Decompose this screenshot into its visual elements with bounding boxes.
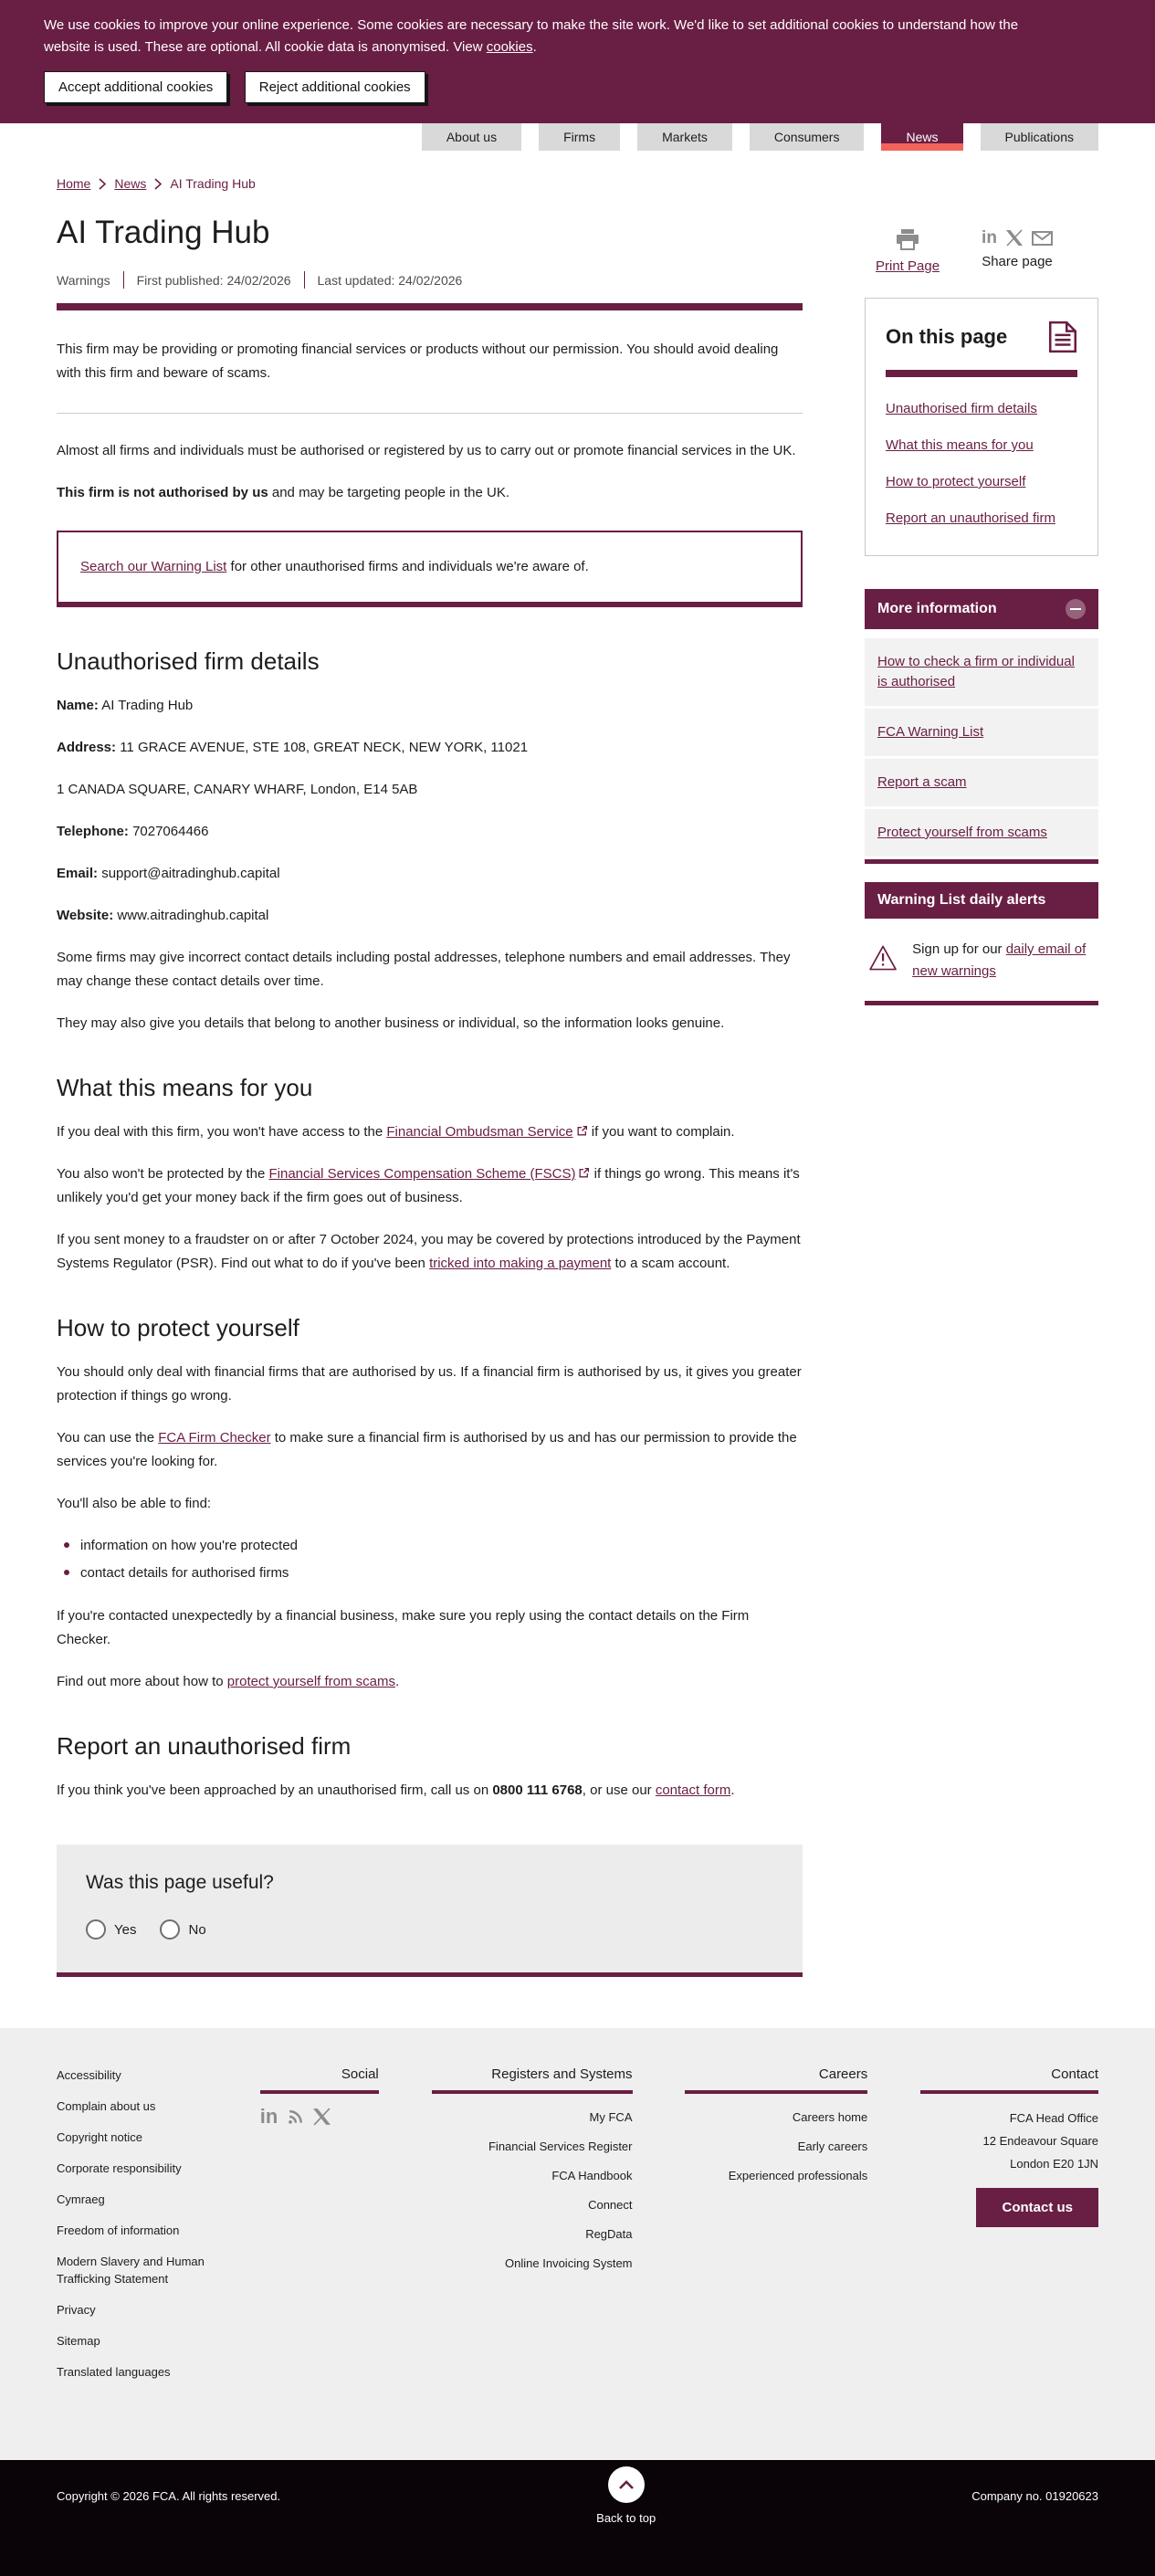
warning-alerts-module (865, 882, 1098, 1005)
footer-registers-column (432, 2066, 633, 2394)
first-published: First published: 24/02/2026 (136, 272, 291, 288)
footer-social-column (260, 2066, 379, 2394)
firm-address-2: 1 CANADA SQUARE, CANARY WHARF, London, E14 5AB (57, 782, 418, 797)
brand-rule (886, 370, 1077, 377)
protect-bullet-list (64, 1534, 803, 1584)
tab-markets[interactable]: Markets (637, 123, 732, 151)
list-item (865, 809, 1098, 857)
x-icon[interactable] (1005, 229, 1024, 247)
footer-early-careers[interactable]: Early careers (797, 2140, 868, 2153)
footer-sitemap[interactable]: Sitemap (57, 2334, 100, 2348)
firm-address-label: Address: (57, 740, 117, 755)
firm-address (57, 736, 803, 760)
contact-form-link[interactable]: contact form (655, 1782, 731, 1798)
footer-cymraeg[interactable]: Cymraeg (57, 2192, 105, 2206)
footer-regdata[interactable]: RegData (585, 2227, 633, 2241)
protect-p2-text: You can use the (57, 1430, 159, 1446)
firm-email-label: Email: (57, 866, 99, 881)
firm-telephone-value: 7027064466 (132, 824, 209, 839)
meta-divider (123, 271, 124, 289)
footer-modern-slavery[interactable]: Modern Slavery and Human Trafficking Statement (57, 2255, 205, 2286)
document-icon (1048, 321, 1077, 353)
page-feedback-box (57, 1845, 803, 1977)
anchor-how-to-protect[interactable]: How to protect yourself (886, 474, 1026, 489)
footer-privacy[interactable]: Privacy (57, 2303, 96, 2317)
view-cookies-link[interactable]: cookies (486, 39, 533, 55)
ombudsman-link[interactable]: Financial Ombudsman Service (386, 1124, 573, 1140)
firm-website-label: Website: (57, 908, 114, 923)
alerts-text-prefix: Sign up for our (912, 941, 1006, 957)
contact-line: FCA Head Office (1009, 2111, 1098, 2125)
protect-yourself-scams-link[interactable]: Protect yourself from scams (877, 825, 1047, 840)
careers-heading: Careers (685, 2066, 867, 2094)
contact-line: 12 Endeavour Square (982, 2134, 1098, 2148)
firm-name-label: Name: (57, 698, 99, 713)
footer-connect[interactable]: Connect (588, 2198, 633, 2212)
alerts-text (912, 939, 1095, 983)
print-block (876, 229, 940, 274)
footer-fs-register[interactable]: Financial Services Register (488, 2140, 633, 2153)
list-item (865, 638, 1098, 706)
not-authorised-paragraph (57, 481, 803, 505)
brand-rule (865, 859, 1098, 864)
search-warning-list-link[interactable]: Search our Warning List (80, 559, 227, 574)
footer-corporate-responsibility[interactable]: Corporate responsibility (57, 2161, 182, 2175)
firm-email-value: support@aitradinghub.capital (101, 866, 280, 881)
cookie-buttons (44, 71, 1111, 103)
footer-freedom-of-information[interactable]: Freedom of information (57, 2224, 180, 2237)
footer-complain[interactable]: Complain about us (57, 2099, 156, 2113)
collapse-icon[interactable] (1066, 599, 1086, 619)
feedback-no-option[interactable] (160, 1919, 205, 1940)
protect-paragraph-5 (57, 1670, 803, 1694)
warning-triangle-icon (868, 939, 898, 977)
means-p3-text: If you sent money to a fraudster on or after 7 October 2024, you may be covered by protections introduced by the Payment Systems Regulator (PSR). Find out what to do if you've been (57, 1232, 801, 1271)
tab-firms[interactable]: Firms (539, 123, 620, 151)
means-p3-rest: to a scam account. (611, 1256, 730, 1271)
means-p1-text: If you deal with this firm, you won't have access to the (57, 1124, 387, 1140)
linkedin-icon[interactable]: in (982, 228, 997, 247)
protect-paragraph-2 (57, 1426, 803, 1474)
email-icon[interactable] (1032, 231, 1053, 246)
social-heading: Social (260, 2066, 379, 2094)
protect-p2-rest: to make sure a financial firm is authorised by us and has our permission to provide the services you're looking for. (57, 1430, 797, 1469)
phone-number: 0800 111 6768 (492, 1782, 583, 1798)
report-paragraph (57, 1779, 803, 1803)
cookie-message-period: . (532, 39, 537, 55)
sidebar (865, 191, 1098, 1005)
meta-divider (304, 271, 305, 289)
firm-address-value: 11 GRACE AVENUE, STE 108, GREAT NECK, NEW YORK, 11021 (120, 740, 529, 755)
no-radio[interactable] (160, 1919, 180, 1940)
x-icon[interactable] (312, 2108, 331, 2126)
bottom-bar (0, 2460, 1155, 2576)
yes-label: Yes (114, 1921, 137, 1938)
footer (0, 2028, 1155, 2460)
on-this-page-title: On this page (886, 325, 1008, 348)
footer-online-invoicing[interactable]: Online Invoicing System (505, 2256, 633, 2270)
bullet-item: contact details for authorised firms (64, 1561, 803, 1584)
breadcrumb-home[interactable]: Home (57, 176, 91, 191)
details-note-2: They may also give you details that belong to another business or individual, so the information looks genuine. (57, 1015, 725, 1031)
feedback-yes-option[interactable] (86, 1919, 136, 1940)
page-meta (57, 271, 803, 289)
means-paragraph-3 (57, 1228, 803, 1276)
protect-paragraph-3: You'll also be able to find: (57, 1496, 212, 1511)
protect-paragraph-4: If you're contacted unexpectedly by a financial business, make sure you reply using the contact details on the Firm Checker. (57, 1608, 750, 1647)
means-p2-text: You also won't be protected by the (57, 1166, 269, 1182)
on-this-page-box (865, 298, 1098, 556)
contact-line: London E20 1JN (1010, 2157, 1098, 2171)
list-item (865, 709, 1098, 756)
share-page-label: Share page (982, 254, 1053, 269)
section-report-firm: Report an unauthorised firm (57, 1732, 352, 1760)
brand-rule (57, 303, 803, 310)
fca-warning-list-link[interactable]: FCA Warning List (877, 724, 984, 740)
details-note-1: Some firms may give incorrect contact details including postal addresses, telephone numbers and email addresses. They may change these contact details over time. (57, 950, 791, 989)
primary-nav (0, 123, 1155, 151)
bullet-item: information on how you're protected (64, 1534, 803, 1557)
company-number: Company no. 01920623 (971, 2489, 1098, 2503)
firm-name-value: AI Trading Hub (101, 698, 194, 713)
breadcrumb-news[interactable]: News (114, 176, 147, 191)
more-information-title: More information (877, 601, 997, 616)
section-unauthorised-firm-details: Unauthorised firm details (57, 647, 320, 675)
footer-contact-column (920, 2066, 1098, 2394)
external-link-icon (578, 1167, 590, 1179)
divider (57, 413, 803, 414)
back-to-top-label: Back to top (596, 2511, 656, 2525)
copyright-text: Copyright © 2026 FCA. All rights reserved. (57, 2489, 281, 2503)
page-title: AI Trading Hub (57, 215, 270, 250)
firm-website (57, 904, 803, 928)
linkedin-icon[interactable]: in (259, 2105, 278, 2128)
not-authorised-bold: This firm is not authorised by us (57, 485, 268, 500)
accept-cookies-button[interactable]: Accept additional cookies (44, 71, 227, 103)
yes-radio[interactable] (86, 1919, 106, 1940)
footer-accessibility[interactable]: Accessibility (57, 2068, 121, 2082)
footer-links-column (57, 2066, 207, 2394)
report-text: If you think you've been approached by an unauthorised firm, call us on (57, 1782, 493, 1798)
back-to-top-button[interactable] (608, 2466, 645, 2503)
rss-icon[interactable] (286, 2108, 304, 2126)
page-actions (865, 229, 1098, 274)
check-firm-authorised-link[interactable]: How to check a firm or individual is authorised (877, 654, 1075, 689)
protect-p5-rest: . (395, 1674, 400, 1689)
fscs-link[interactable]: Financial Services Compensation Scheme (FSCS) (268, 1166, 576, 1182)
feedback-options (86, 1919, 773, 1940)
protect-paragraph-1: You should only deal with financial firms that are authorised by us. If a financial firm is authorised by us, it gives you greater protection if things go wrong. (57, 1364, 802, 1404)
section-what-this-means: What this means for you (57, 1074, 313, 1101)
protect-p5-text: Find out more about how to (57, 1674, 227, 1689)
daily-email-link[interactable]: daily email of new warnings (912, 941, 1087, 979)
footer-careers-home[interactable]: Careers home (792, 2110, 868, 2124)
back-to-top[interactable] (596, 2466, 656, 2576)
share-block (982, 229, 1053, 274)
anchor-what-this-means[interactable]: What this means for you (886, 437, 1034, 453)
report-text-2: , or use our (582, 1782, 656, 1798)
chevron-right-icon (99, 178, 106, 190)
callout-rest: for other unauthorised firms and individuals we're aware of. (226, 559, 589, 574)
means-paragraph-1 (57, 1120, 803, 1144)
main-content (57, 191, 803, 1977)
firm-telephone (57, 820, 803, 844)
warning-list-callout (57, 531, 803, 607)
brand-rule (865, 1001, 1098, 1005)
firm-website-value: www.aitradinghub.capital (117, 908, 269, 923)
contact-heading: Contact (920, 2066, 1098, 2094)
registers-heading: Registers and Systems (432, 2066, 633, 2094)
footer-experienced-professionals[interactable]: Experienced professionals (728, 2169, 868, 2182)
list-item (865, 759, 1098, 806)
section-how-to-protect: How to protect yourself (57, 1314, 299, 1341)
chevron-right-icon (154, 178, 162, 190)
firm-checker-link[interactable]: FCA Firm Checker (158, 1430, 271, 1446)
no-label: No (188, 1921, 206, 1938)
tab-about-us[interactable]: About us (422, 123, 521, 151)
printer-icon[interactable] (896, 229, 919, 251)
cookie-banner (0, 0, 1155, 123)
anchor-unauthorised-firm-details[interactable]: Unauthorised firm details (886, 401, 1037, 416)
intro-paragraph: Almost all firms and individuals must be authorised or registered by us to carry out or promote financial services in the UK. (57, 443, 796, 458)
external-link-icon (576, 1125, 588, 1137)
breadcrumb-current: AI Trading Hub (170, 176, 256, 191)
warning-lead: This firm may be providing or promoting financial services or products without our permission. You should avoid dealing with this firm and beware of scams. (57, 342, 779, 381)
report-a-scam-link[interactable]: Report a scam (877, 774, 967, 790)
print-page-link[interactable]: Print Page (876, 258, 940, 274)
cookie-message-text: We use cookies to improve your online experience. Some cookies are necessary to make the site work. We'd like to set additional cookies to understand how the website is used. These are optional. All cookie data is anonymised. View (44, 17, 1019, 55)
footer-careers-column (685, 2066, 867, 2394)
breadcrumb (57, 176, 1098, 191)
footer-translated-languages[interactable]: Translated languages (57, 2365, 171, 2379)
tricked-into-payment-link[interactable]: tricked into making a payment (429, 1256, 612, 1271)
means-p1-rest: if you want to complain. (587, 1124, 735, 1140)
report-text-3: . (730, 1782, 735, 1798)
warning-alerts-title: Warning List daily alerts (877, 892, 1046, 908)
firm-name (57, 694, 803, 718)
means-p2-rest: if things go wrong. This means it's unlikely you'd get your money back if the firm goes out of business. (57, 1166, 800, 1205)
category-label: Warnings (57, 272, 110, 288)
contact-us-button[interactable]: Contact us (976, 2188, 1098, 2227)
means-paragraph-2 (57, 1162, 803, 1210)
footer-fca-handbook[interactable]: FCA Handbook (551, 2169, 633, 2182)
reject-cookies-button[interactable]: Reject additional cookies (245, 71, 425, 103)
tab-publications[interactable]: Publications (981, 123, 1099, 151)
more-information-module (865, 589, 1098, 864)
protect-from-scams-link[interactable]: protect yourself from scams (226, 1674, 395, 1689)
tab-consumers[interactable]: Consumers (750, 123, 865, 151)
chevron-up-icon (618, 2480, 635, 2490)
firm-telephone-label: Telephone: (57, 824, 129, 839)
cookie-message (44, 15, 1066, 58)
firm-email (57, 862, 803, 886)
footer-copyright-notice[interactable]: Copyright notice (57, 2130, 142, 2144)
footer-my-fca[interactable]: My FCA (589, 2110, 633, 2124)
feedback-title: Was this page useful? (86, 1872, 274, 1893)
not-authorised-rest: and may be targeting people in the UK. (268, 485, 510, 500)
last-updated: Last updated: 24/02/2026 (317, 272, 463, 288)
tab-news[interactable]: News (881, 123, 962, 151)
anchor-report-firm[interactable]: Report an unauthorised firm (886, 510, 1055, 526)
